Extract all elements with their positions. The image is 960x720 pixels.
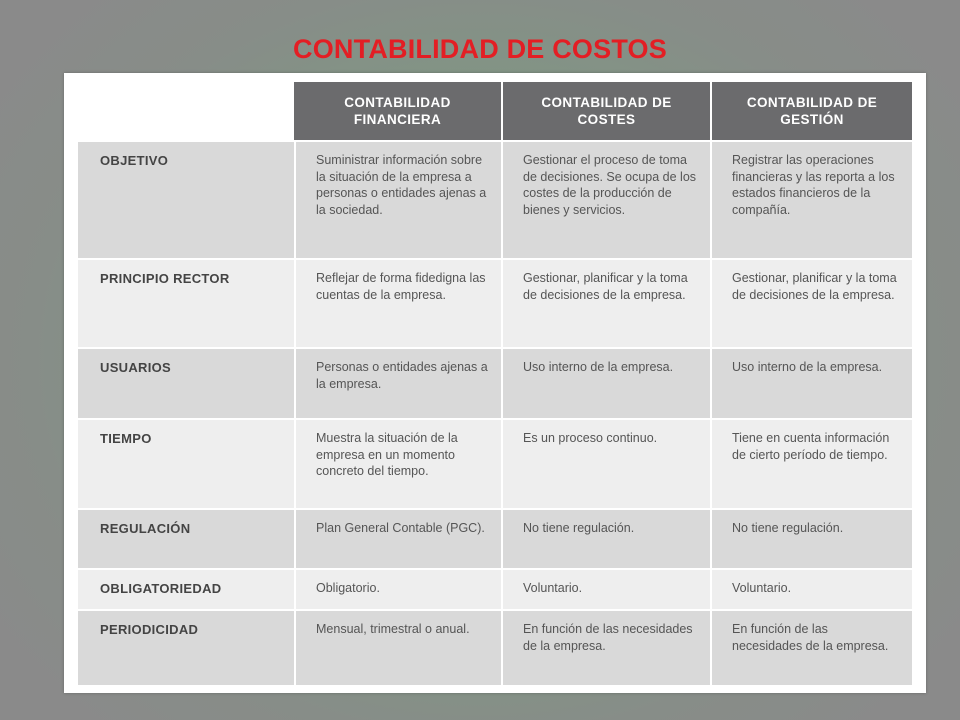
table-cell: Gestionar, planificar y la toma de decisiones de la empresa. [501,258,710,347]
column-header-gestion: CONTABILIDAD DE GESTIÓN [710,82,912,140]
table-cell: Gestionar el proceso de toma de decisiones. Se ocupa de los costes de la producción de bienes y servicios. [501,140,710,258]
column-header-costes: CONTABILIDAD DE COSTES [501,82,710,140]
table-cell: Voluntario. [710,568,912,609]
table-panel [64,73,926,693]
slide-title: CONTABILIDAD DE COSTOS [293,34,667,64]
row-label: TIEMPO [78,418,294,508]
table-cell: Gestionar, planificar y la toma de decisiones de la empresa. [710,258,912,347]
table-cell: Es un proceso continuo. [501,418,710,508]
row-label: PRINCIPIO RECTOR [78,258,294,347]
table-cell: No tiene regulación. [710,508,912,568]
table-cell: Obligatorio. [294,568,501,609]
row-label: OBJETIVO [78,140,294,258]
row-label: PERIODICIDAD [78,609,294,685]
table-cell: Mensual, trimestral o anual. [294,609,501,685]
table-cell: En función de las necesidades de la empresa. [501,609,710,685]
row-label: REGULACIÓN [78,508,294,568]
table-cell: Plan General Contable (PGC). [294,508,501,568]
table-cell: Voluntario. [501,568,710,609]
table-cell: Suministrar información sobre la situación de la empresa a personas o entidades ajenas a la sociedad. [294,140,501,258]
row-label: USUARIOS [78,347,294,418]
table-cell: Reflejar de forma fidedigna las cuentas de la empresa. [294,258,501,347]
table-cell: No tiene regulación. [501,508,710,568]
column-header-financiera: CONTABILIDAD FINANCIERA [294,82,501,140]
table-corner [78,82,294,140]
comparison-table [78,82,912,685]
table-cell: Tiene en cuenta información de cierto período de tiempo. [710,418,912,508]
table-cell: Uso interno de la empresa. [501,347,710,418]
table-cell: Muestra la situación de la empresa en un momento concreto del tiempo. [294,418,501,508]
row-label: OBLIGATORIEDAD [78,568,294,609]
table-cell: Personas o entidades ajenas a la empresa. [294,347,501,418]
table-cell: Registrar las operaciones financieras y las reporta a los estados financieros de la compañía. [710,140,912,258]
table-cell: En función de las necesidades de la empresa. [710,609,912,685]
table-cell: Uso interno de la empresa. [710,347,912,418]
